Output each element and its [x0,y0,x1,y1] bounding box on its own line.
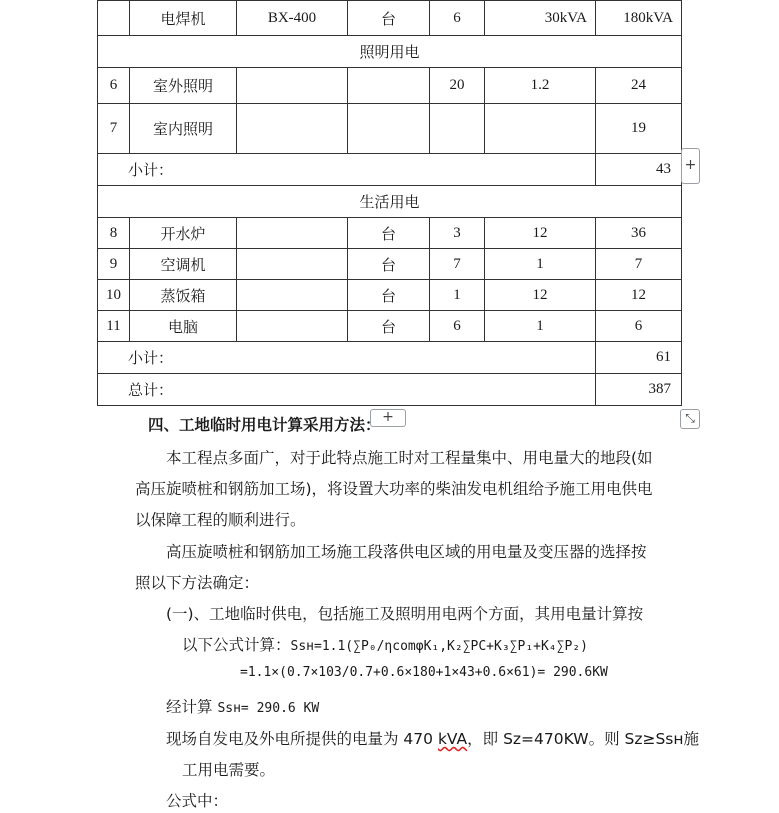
cell-qty[interactable]: 1 [430,280,485,311]
subtotal-label[interactable]: 小计： [98,154,596,186]
paragraph-line: 本工程点多面广，对于此特点施工时对工程量集中、用电量大的地段(如 [166,449,653,467]
paragraph-line: 高压旋喷桩和钢筋加工场)，将设置大功率的柴油发电机组给予施工用电供电 [135,480,653,498]
cell-unit[interactable]: 台 [348,249,430,280]
paragraph-line: 以保障工程的顺利进行。 [135,511,306,529]
cell-qty[interactable] [430,104,485,154]
cell-name[interactable]: 电脑 [130,311,237,342]
paragraph-line: 公式中： [166,792,229,810]
cell-name[interactable]: 开水炉 [130,218,237,249]
power-load-table [97,0,682,406]
text-span: 现场自发电及外电所提供的电量为 470 [166,730,438,748]
calc-label: 经计算 [166,698,213,716]
total-value[interactable]: 387 [596,374,682,406]
cell-model[interactable] [237,218,348,249]
table-resize-handle[interactable]: ⤡ [680,409,700,429]
paragraph-line: 照以下方法确定： [135,574,260,592]
cell-unit[interactable] [348,68,430,104]
table-row [98,311,682,342]
table-subtotal-row [98,154,682,186]
cell-power[interactable]: 1 [485,249,596,280]
add-column-handle[interactable]: + [370,409,406,427]
cell-unit[interactable]: 台 [348,1,430,36]
table-row [98,104,682,154]
cell-total[interactable]: 19 [596,104,682,154]
paragraph-line [166,727,699,749]
cell-qty[interactable]: 3 [430,218,485,249]
section-heading: 四、工地临时用电计算采用方法： [148,416,381,434]
cell-unit[interactable]: 台 [348,218,430,249]
table-row [98,68,682,104]
cell-no[interactable]: 11 [98,311,130,342]
cell-total[interactable]: 24 [596,68,682,104]
cell-qty[interactable]: 20 [430,68,485,104]
cell-power[interactable]: 30kVA [485,1,596,36]
cell-unit[interactable]: 台 [348,280,430,311]
paragraph-line: 高压旋喷桩和钢筋加工场施工段落供电区域的用电量及变压器的选择按 [166,543,647,561]
cell-name[interactable]: 蒸饭箱 [130,280,237,311]
cell-no[interactable]: 6 [98,68,130,104]
cell-name[interactable]: 空调机 [130,249,237,280]
cell-power[interactable] [485,104,596,154]
cell-unit[interactable]: 台 [348,311,430,342]
cell-total[interactable]: 7 [596,249,682,280]
calc-value: Ssн= 290.6 KW [217,701,320,716]
table-row [98,1,682,36]
cell-no[interactable]: 7 [98,104,130,154]
cell-no[interactable] [98,1,130,36]
formula-result: =1.1×(0.7×103/0.7+0.6×180+1×43+0.6×61)= 290.6KW [240,665,608,680]
section-label[interactable]: 照明用电 [98,36,682,68]
section-label[interactable]: 生活用电 [98,186,682,218]
cell-model[interactable]: BX-400 [237,1,348,36]
paragraph-line: (一)、工地临时供电，包括施工及照明用电两个方面，其用电量计算按 [166,605,644,623]
cell-name[interactable]: 室内照明 [130,104,237,154]
cell-no[interactable]: 10 [98,280,130,311]
paragraph-line [182,633,588,655]
table-section-row [98,186,682,218]
cell-power[interactable]: 12 [485,280,596,311]
cell-total[interactable]: 12 [596,280,682,311]
subtotal-label[interactable]: 小计： [98,342,596,374]
table-row [98,280,682,311]
formula-intro: 以下公式计算： [182,636,291,654]
table-subtotal-row [98,342,682,374]
table-row [98,249,682,280]
cell-total[interactable]: 180kVA [596,1,682,36]
cell-model[interactable] [237,311,348,342]
cell-model[interactable] [237,280,348,311]
cell-model[interactable] [237,104,348,154]
cell-total[interactable]: 6 [596,311,682,342]
text-span: ，即 Sz=470KW。则 Sz≥Ssн施 [467,730,700,748]
spellcheck-word[interactable]: kVA [437,730,468,748]
table-total-row [98,374,682,406]
cell-no[interactable]: 8 [98,218,130,249]
paragraph-line [166,695,319,717]
cell-no[interactable]: 9 [98,249,130,280]
table-section-row [98,36,682,68]
paragraph-line: 工用电需要。 [182,761,276,779]
subtotal-value[interactable]: 43 [596,154,682,186]
add-row-handle[interactable]: + [681,148,700,184]
subtotal-value[interactable]: 61 [596,342,682,374]
cell-unit[interactable] [348,104,430,154]
total-label[interactable]: 总计： [98,374,596,406]
cell-name[interactable]: 室外照明 [130,68,237,104]
cell-power[interactable]: 1.2 [485,68,596,104]
cell-qty[interactable]: 7 [430,249,485,280]
cell-model[interactable] [237,68,348,104]
cell-qty[interactable]: 6 [430,1,485,36]
cell-model[interactable] [237,249,348,280]
formula: Ssн=1.1(∑P₀/ηcomφK₁,K₂∑PC+K₃∑P₁+K₄∑P₂) [290,639,588,654]
cell-power[interactable]: 1 [485,311,596,342]
table-row [98,218,682,249]
cell-total[interactable]: 36 [596,218,682,249]
cell-qty[interactable]: 6 [430,311,485,342]
cell-name[interactable]: 电焊机 [130,1,237,36]
cell-power[interactable]: 12 [485,218,596,249]
